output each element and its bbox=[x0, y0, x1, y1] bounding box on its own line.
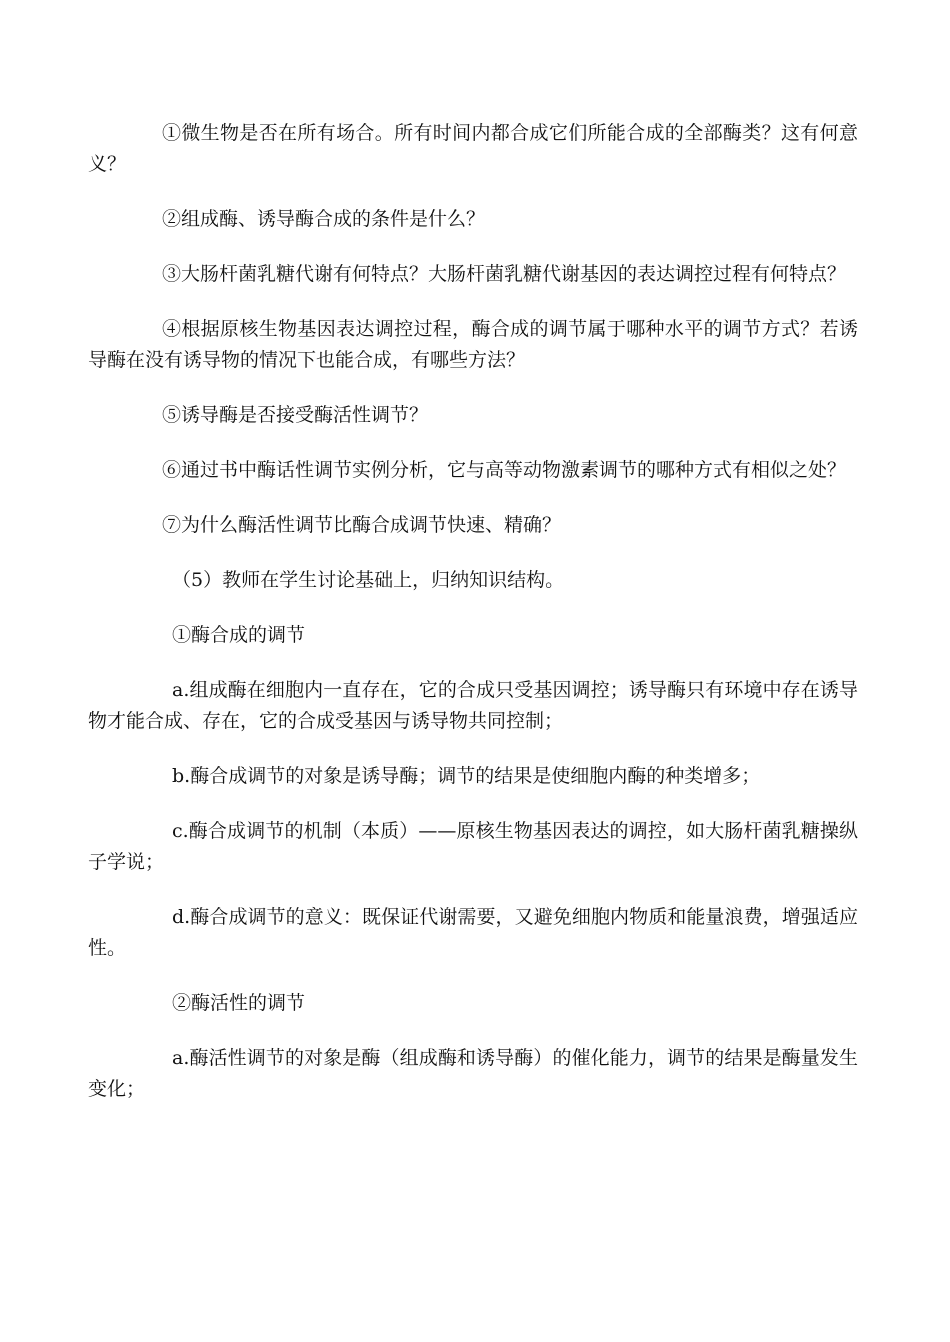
activity-point-a: a.酶活性调节的对象是酶（组成酶和诱导酶）的催化能力，调节的结果是酶量发生变化； bbox=[88, 1047, 858, 1100]
synthesis-point-a: a.组成酶在细胞内一直存在，它的合成只受基因调控；诱导酶只有环境中存在诱导物才能合成、存在，它的合成受基因与诱导物共同控制； bbox=[88, 679, 858, 732]
document-body bbox=[88, 118, 858, 1129]
section-enzyme-activity-heading: ②酶活性的调节 bbox=[172, 992, 306, 1014]
question-7: ⑦为什么酶活性调节比酶合成调节快速、精确？ bbox=[162, 514, 562, 536]
step-5-heading: （5）教师在学生讨论基础上，归纳知识结构。 bbox=[172, 569, 565, 591]
question-6: ⑥通过书中酶话性调节实例分析，它与高等动物激素调节的哪种方式有相似之处？ bbox=[162, 459, 847, 481]
synthesis-point-c: c.酶合成调节的机制（本质）——原核生物基因表达的调控，如大肠杆菌乳糖操纵子学说； bbox=[88, 820, 858, 873]
question-1: ①微生物是否在所有场合。所有时间内都合成它们所能合成的全部酶类？这有何意义？ bbox=[88, 122, 858, 175]
synthesis-point-d: d.酶合成调节的意义：既保证代谢需要，又避免细胞内物质和能量浪费，增强适应性。 bbox=[88, 906, 858, 959]
question-5: ⑤诱导酶是否接受酶活性调节？ bbox=[162, 404, 429, 426]
question-4: ④根据原核生物基因表达调控过程，酶合成的调节属于哪种水平的调节方式？若诱导酶在没有诱导物的情况下也能合成，有哪些方法？ bbox=[88, 318, 858, 371]
synthesis-point-b: b.酶合成调节的对象是诱导酶；调节的结果是使细胞内酶的种类增多； bbox=[172, 765, 761, 787]
section-enzyme-synthesis-heading: ①酶合成的调节 bbox=[172, 624, 306, 646]
question-3: ③大肠杆菌乳糖代谢有何特点？大肠杆菌乳糖代谢基因的表达调控过程有何特点？ bbox=[162, 263, 847, 285]
question-2: ②组成酶、诱导酶合成的条件是什么？ bbox=[162, 208, 486, 230]
